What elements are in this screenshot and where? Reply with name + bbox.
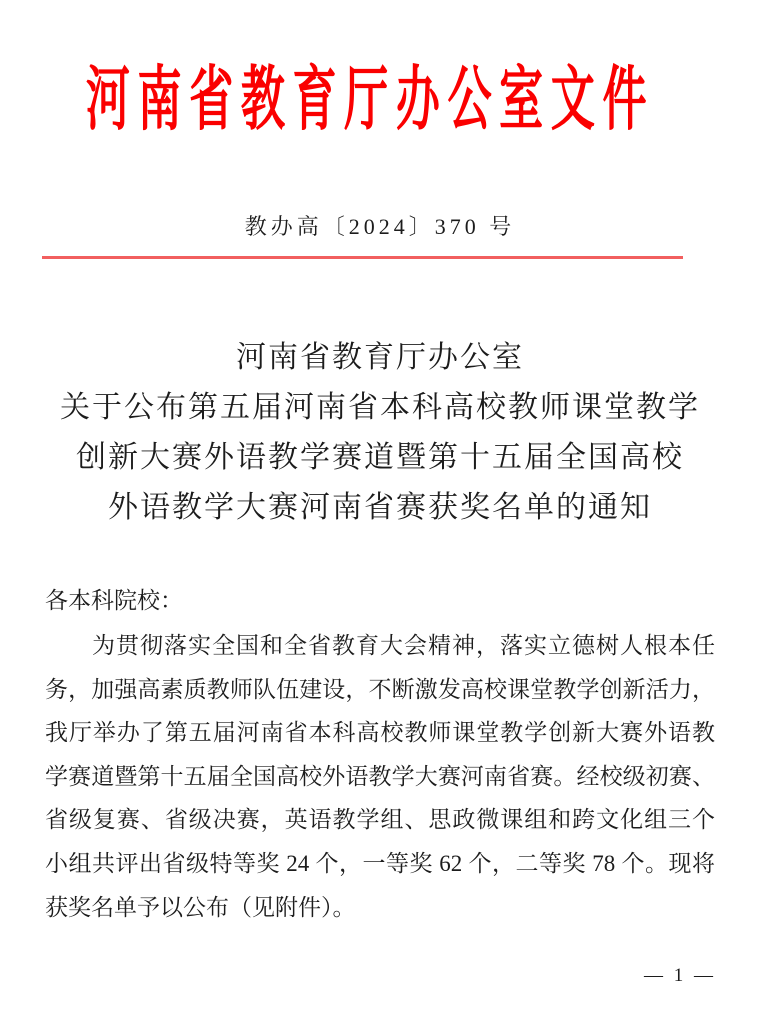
- notice-title: [45, 333, 715, 533]
- salutation: 各本科院校：: [45, 588, 183, 613]
- notice-title-line-2: 关于公布第五届河南省本科高校教师课堂教学: [60, 391, 700, 424]
- paragraph-line: 学赛道暨第十五届全国高校外语教学大赛河南省赛。经校级初赛、: [45, 763, 715, 789]
- paragraph-line: 小组共评出省级特等奖 24 个，一等奖 62 个，二等奖 78 个。现将: [45, 850, 715, 876]
- paragraph-line: 省级复赛、省级决赛，英语教学组、思政微课组和跨文化组三个: [45, 807, 715, 833]
- body-paragraph: [45, 624, 715, 929]
- paragraph-line: 我厅举办了第五届河南省本科高校教师课堂教学创新大赛外语教: [45, 720, 715, 746]
- document-number: 教办高〔2024〕370 号: [244, 214, 516, 239]
- agency-header-title: 河南省教育厅办公室文件: [85, 62, 655, 139]
- red-divider-line: [42, 256, 683, 259]
- notice-title-line-3: 创新大赛外语教学赛道暨第十五届全国高校: [76, 441, 684, 474]
- paragraph-line: 获奖名单予以公布（见附件）。: [45, 894, 356, 920]
- notice-title-line-4: 外语教学大赛河南省赛获奖名单的通知: [108, 491, 652, 524]
- paragraph-line: 为贯彻落实全国和全省教育大会精神，落实立德树人根本任: [92, 633, 715, 658]
- paragraph-line: 务，加强高素质教师队伍建设，不断激发高校课堂教学创新活力，: [45, 676, 715, 702]
- page-number: — 1 —: [644, 965, 716, 986]
- notice-title-line-1: 河南省教育厅办公室: [236, 341, 524, 374]
